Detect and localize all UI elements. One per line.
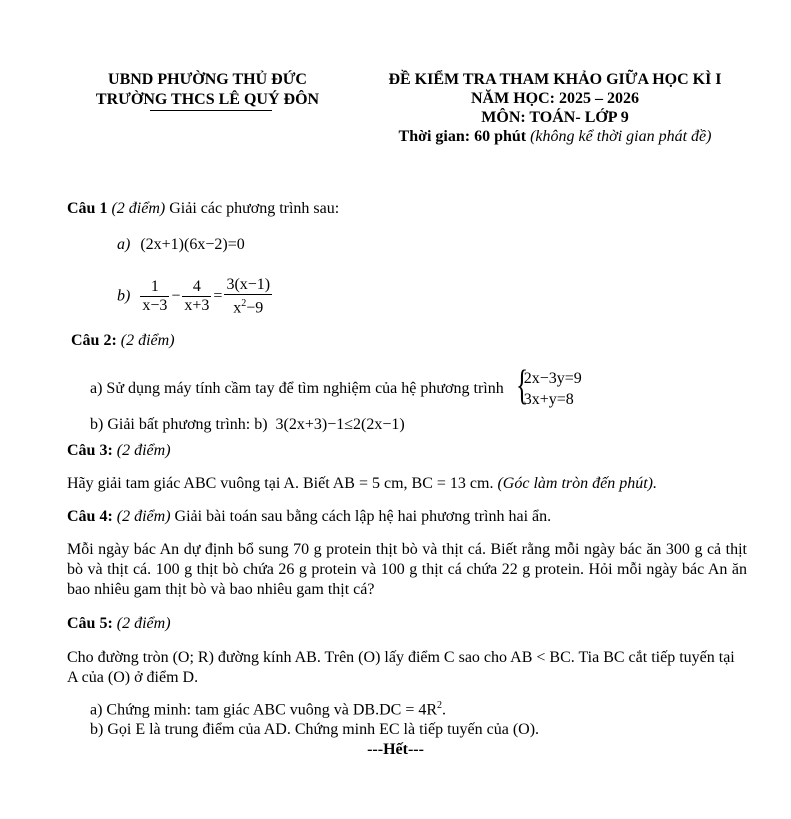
question-1a-equation: (2x+1)(6x−2)=0 bbox=[140, 236, 245, 253]
time-label: Thời gian: 60 phút bbox=[398, 128, 527, 145]
fraction-2-denominator: x+3 bbox=[184, 297, 210, 315]
denominator-base: x bbox=[233, 299, 242, 317]
denominator-tail: −9 bbox=[246, 299, 264, 317]
fraction-3-numerator: 3(x−1) bbox=[226, 276, 271, 293]
denominator-exponent: 2 bbox=[241, 298, 247, 309]
question-1b-label: b) bbox=[117, 287, 131, 305]
question-4-points: (2 điểm) bbox=[116, 508, 171, 525]
question-5-points: (2 điểm) bbox=[116, 615, 171, 632]
question-1-label: Câu 1 bbox=[67, 200, 108, 217]
authority-name: UBND PHƯỜNG THỦ ĐỨC bbox=[108, 71, 307, 88]
question-5a bbox=[90, 700, 446, 719]
question-2a-text: a) Sử dụng máy tính cầm tay để tìm nghiệm của hệ phương trình bbox=[90, 380, 504, 397]
question-4-body: Mỗi ngày bác An dự định bổ sung 70 g protein thịt bò và thịt cá. Biết rằng mỗi ngày bác ăn 300 g cả thịt bò và thịt cá. 100 g thịt bò chứa 26 g protein và 100 g thịt cá chứa 22 g protein. Hỏi mỗi ngày bác An ăn bao nhiêu gam thịt bò và bao nhiêu gam thịt cá? bbox=[67, 541, 747, 598]
question-1a-label: a) bbox=[117, 236, 131, 253]
header-left bbox=[70, 70, 345, 110]
question-2b-inequality: 3(2x+3)−1≤2(2x−1) bbox=[275, 416, 405, 433]
school-underline bbox=[150, 110, 272, 111]
question-5-heading bbox=[67, 615, 171, 633]
fraction-1-denominator: x−3 bbox=[142, 297, 168, 315]
question-4-label: Câu 4: bbox=[67, 508, 113, 525]
minus-sign: − bbox=[171, 287, 181, 305]
exam-title: ĐỀ KIỂM TRA THAM KHẢO GIỮA HỌC KÌ I bbox=[388, 71, 722, 88]
question-2a bbox=[90, 363, 582, 410]
brace-icon: { bbox=[515, 363, 528, 409]
school-year: NĂM HỌC: 2025 – 2026 bbox=[471, 90, 639, 107]
question-2-label: Câu 2: bbox=[71, 332, 117, 349]
question-1-points: (2 điểm) bbox=[111, 200, 166, 217]
end-marker: ---Hết--- bbox=[367, 741, 424, 758]
fraction-3-denominator bbox=[224, 295, 272, 317]
question-3-label: Câu 3: bbox=[67, 442, 113, 459]
time-note: (không kể thời gian phát đề) bbox=[530, 128, 712, 145]
fraction-2 bbox=[182, 278, 211, 315]
subject: MÔN: TOÁN- LỚP 9 bbox=[481, 109, 629, 126]
fraction-1 bbox=[140, 278, 169, 315]
question-3-points: (2 điểm) bbox=[116, 442, 171, 459]
system-equation-2: 3x+y=8 bbox=[523, 391, 574, 408]
question-1b bbox=[117, 276, 274, 317]
fraction-1-numerator: 1 bbox=[140, 278, 169, 297]
question-5a-exponent: 2 bbox=[437, 700, 443, 711]
equals-sign: = bbox=[213, 287, 223, 305]
question-5b: b) Gọi E là trung điểm của AD. Chứng minh EC là tiếp tuyến của (O). bbox=[90, 721, 540, 738]
school-name: TRƯỜNG THCS LÊ QUÝ ĐÔN bbox=[95, 91, 320, 108]
header-right bbox=[365, 70, 745, 146]
question-5-body: Cho đường tròn (O; R) đường kính AB. Trên (O) lấy điểm C sao cho AB < BC. Tia BC cắt tiếp tuyến tại A của (O) ở điểm D. bbox=[67, 649, 735, 686]
question-1-prompt: Giải các phương trình sau: bbox=[169, 200, 340, 217]
question-2b bbox=[90, 416, 405, 434]
question-2-heading bbox=[71, 332, 175, 350]
fraction-2-numerator: 4 bbox=[182, 278, 211, 297]
question-3-heading bbox=[67, 442, 171, 460]
exam-time bbox=[365, 127, 745, 146]
system-equation-1: 2x−3y=9 bbox=[523, 370, 582, 387]
question-4-prompt: Giải bài toán sau bằng cách lập hệ hai phương trình hai ẩn. bbox=[174, 508, 552, 525]
question-1a bbox=[117, 236, 245, 254]
question-3-body bbox=[67, 475, 657, 493]
question-3-note: (Góc làm tròn đến phút). bbox=[497, 475, 657, 492]
question-3-text: Hãy giải tam giác ABC vuông tại A. Biết AB = 5 cm, BC = 13 cm. bbox=[67, 475, 494, 492]
equation-system bbox=[514, 363, 582, 410]
question-5a-text: a) Chứng minh: tam giác ABC vuông và DB.DC = 4R bbox=[90, 701, 438, 719]
question-5a-period: . bbox=[442, 701, 447, 719]
fraction-3 bbox=[224, 276, 272, 317]
question-2-points: (2 điểm) bbox=[120, 332, 175, 349]
question-1-heading bbox=[67, 200, 339, 218]
question-4-heading bbox=[67, 508, 551, 526]
question-5-label: Câu 5: bbox=[67, 615, 113, 632]
question-2b-text: b) Giải bất phương trình: b) bbox=[90, 416, 268, 433]
